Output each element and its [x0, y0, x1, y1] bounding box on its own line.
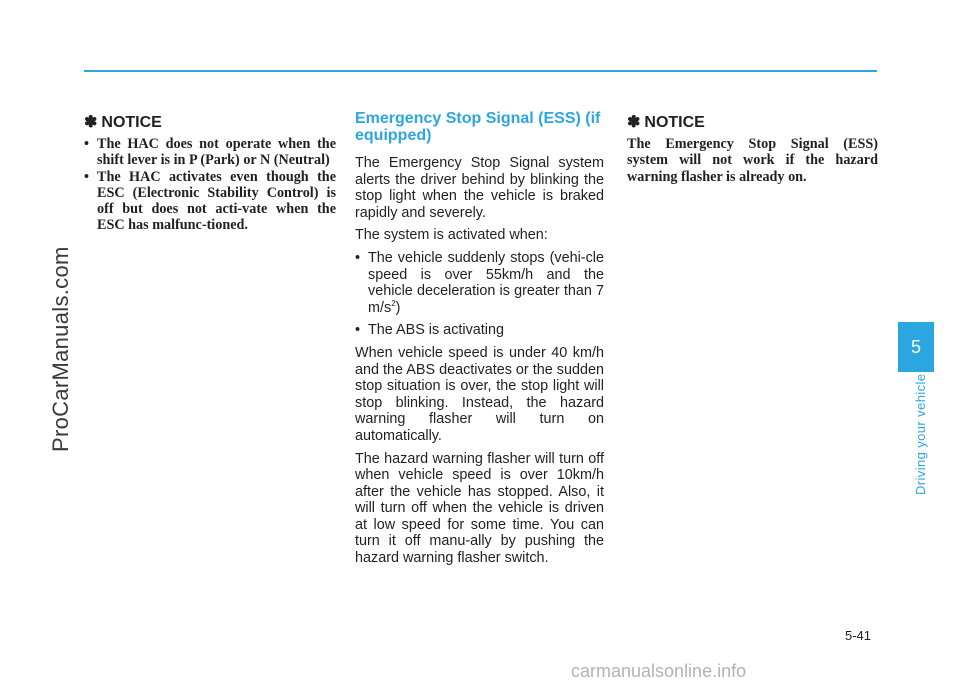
notice-title: ✽ NOTICE — [84, 114, 162, 131]
watermark-bottom: carmanualsonline.info — [571, 661, 747, 681]
ess-deactivation: When vehicle speed is under 40 km/h and the ABS deactivates or the sudden stop situation is over, the stop light will stop blinking. Instead, the hazard warning flasher will turn on automatically. — [355, 344, 604, 444]
ess-activated-when: The system is activated when: — [355, 227, 548, 244]
page-number: 5-41 — [845, 628, 872, 643]
chapter-tab: 5 — [898, 322, 934, 372]
list-item: • The ABS is activating — [355, 322, 604, 339]
list-item: • The vehicle suddenly stops (vehi-cle speed is over 55km/h and the vehicle deceleration is greater than 7 $m/s^2$) — [355, 250, 604, 316]
ess-hazard-off: The hazard warning flasher will turn off when vehicle speed is over 10km/h after the vehicle has stopped. Also, it will turn off when the vehicle is driven at low speed for some time. You can turn it off manu-ally by pushing the hazard warning flasher switch. — [355, 450, 604, 567]
section-heading: Emergency Stop Signal (ESS) (if equipped) — [355, 110, 601, 144]
chapter-label: Driving your vehicle — [913, 373, 928, 495]
list-item: • The HAC does not operate when the shift lever is in P (Park) or N (Neutral) — [84, 136, 336, 169]
ess-conditions — [355, 250, 604, 339]
ess-intro: The Emergency Stop Signal system alerts the driver behind by blinking the stop light when the vehicle is braked rapidly and severely. — [355, 155, 604, 221]
notice-ess — [627, 110, 878, 185]
notice-star-icon: ✽ — [627, 114, 641, 131]
ess-section — [355, 110, 604, 573]
list-item: • The HAC activates even though the ESC (Electronic Stability Control) is off but does not acti-vate when the ESC has malfunc-tioned. — [84, 169, 336, 234]
notice-text: The Emergency Stop Signal (ESS) system will not work if the hazard warning flasher is already on. — [627, 136, 878, 185]
notice-list — [84, 136, 336, 234]
top-rule — [84, 70, 877, 72]
notice-title: ✽ NOTICE — [627, 114, 705, 131]
notice-star-icon: ✽ — [84, 114, 98, 131]
watermark-side: ProCarManuals.com — [48, 246, 73, 452]
notice-hac — [84, 110, 336, 234]
